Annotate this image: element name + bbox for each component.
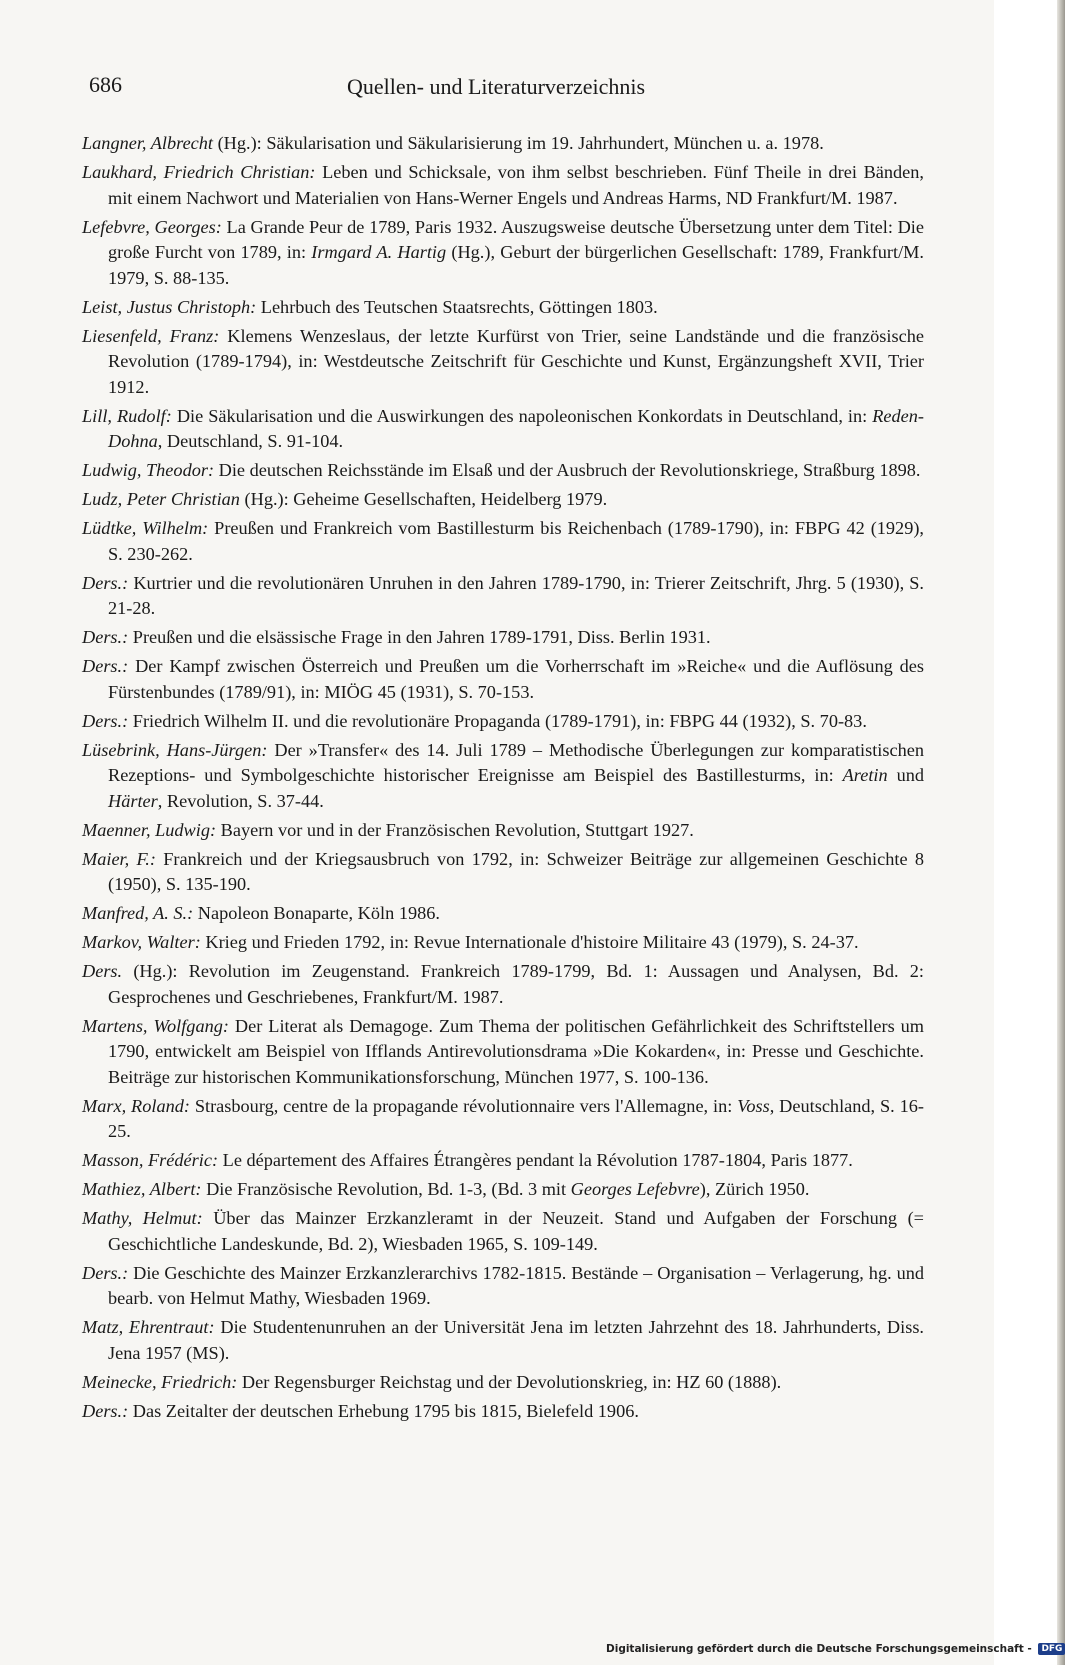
entry-text: Der Literat als Demagoge. Zum Thema der politischen Gefährlichkeit des Schriftstellers um 1790, entwickelt am Beispiel von Ifflands Antirevolutionsdrama »Die Kokarden«, in: Presse und Geschichte. Beiträge zur historischen Kommunikationsforschung, München 1977, S. 100-136. [108,1015,925,1087]
bibliography-entry [82,901,924,927]
entry-text: , Deutschland, S. 91-104. [157,431,344,451]
entry-author-italic: Reden-Dohna [108,405,924,451]
entry-author-italic: Masson, Frédéric: [82,1150,219,1170]
entry-text: Die Geschichte des Mainzer Erzkanzlerarchivs 1782-1815. Bestände – Organisation – Verlagerung, hg. und bearb. von Helmut Mathy, Wiesbaden 1969. [108,1262,924,1308]
dfg-logo: DFG [1038,1643,1065,1655]
entry-author-italic: Maenner, Ludwig: [82,819,217,840]
bibliography-entry [82,1148,924,1174]
entry-author-italic: Lüsebrink, Hans-Jürgen: [82,739,268,760]
bibliography-entry [82,160,924,211]
bibliography-entry [82,847,924,898]
entry-author-italic: Lüdtke, Wilhelm: [82,518,209,538]
entry-author-italic: Meinecke, Friedrich: [82,1371,238,1392]
entry-author-italic: Ders.: [82,627,129,647]
entry-text: Le département des Affaires Étrangères pendant la Révolution 1787-1804, Paris 1877. [218,1150,853,1170]
footer-text: Digitalisierung gefördert durch die Deutsche Forschungsgemeinschaft - [606,1643,1032,1655]
bibliography-entry [82,625,924,651]
bibliography-entry [82,516,924,567]
entry-text: , Revolution, S. 37-44. [157,790,324,811]
bibliography-entry [82,738,924,815]
entry-author-italic: Irmgard A. Hartig [311,242,447,262]
entry-text: Strasbourg, centre de la propagande révolutionnaire vers l'Allemagne, in: [189,1095,738,1116]
bibliography-entry [82,1014,924,1091]
entry-author-italic: Matz, Ehrentraut: [82,1317,215,1337]
entry-text: Preußen und die elsässische Frage in den Jahren 1789-1791, Diss. Berlin 1931. [128,627,711,647]
entry-text: (Hg.): Säkularisation und Säkularisierung im 19. Jahrhundert, München u. a. 1978. [213,133,824,153]
entry-text: La Grande Peur de 1789, Paris 1932. Auszugsweise deutsche Übersetzung unter dem Titel: Die große Furcht von 1789, in: [108,216,924,262]
entry-author-italic: Ders.: [82,1262,129,1283]
entry-text: Der »Transfer« des 14. Juli 1789 – Methodische Überlegungen zur komparatistischen Rezeptions- und Symbolgeschichte historischer Ereignisse am Beispiel des Bastillesturms, in: [108,739,925,785]
entry-text: (Hg.), Geburt der bürgerlichen Gesellschaft: 1789, Frankfurt/M. 1979, S. 88-135. [108,242,924,288]
entry-author-italic: Ders. [82,961,123,981]
entry-text: Bayern vor und in der Französischen Revolution, Stuttgart 1927. [216,819,694,840]
entry-text: Die Säkularisation und die Auswirkungen des napoleonischen Konkordats in Deutschland, in: [171,405,873,426]
running-title: Quellen- und Literaturverzeichnis [347,74,646,99]
entry-author-italic: Laukhard, Friedrich Christian: [82,162,316,182]
entry-author-italic: Aretin [842,765,888,785]
bibliography-entry [82,131,924,157]
bibliography-entry [82,1315,924,1366]
entry-text: Der Kampf zwischen Österreich und Preußen um die Vorherrschaft im »Reiche« und die Auflösung des Fürstenbundes (1789/91), in: MIÖG 45 (1931), S. 70-153. [108,656,924,702]
entry-author-italic: Lefebvre, Georges: [82,216,222,237]
entry-text: Preußen und Frankreich vom Bastillesturm bis Reichenbach (1789-1790), in: FBPG 42 (1929), S. 230-262. [108,518,925,564]
entry-text: Kurtrier und die revolutionären Unruhen in den Jahren 1789-1790, in: Trierer Zeitschrift, Jhrg. 5 (1930), S. 21-28. [108,572,924,618]
entry-text: Frankreich und der Kriegsausbruch von 1792, in: Schweizer Beiträge zur allgemeinen Geschichte 8 (1950), S. 135-190. [108,848,924,894]
entry-author-italic: Martens, Wolfgang: [82,1015,229,1036]
book-spine-edge [1057,0,1065,1665]
entry-text: (Hg.): Geheime Gesellschaften, Heidelberg 1979. [239,489,608,509]
entry-text: Krieg und Frieden 1792, in: Revue Internationale d'histoire Militaire 43 (1979), S. 24-37. [200,932,859,952]
page-number: 686 [89,72,122,97]
bibliography-entry [82,571,924,622]
bibliography-entry [82,324,924,401]
entry-author-italic: Ders.: [82,710,129,731]
bibliography-entry [82,709,924,735]
entry-text: ), Zürich 1950. [699,1179,810,1199]
entry-text: Die Französische Revolution, Bd. 1-3, (Bd. 3 mit [201,1179,571,1199]
entry-author-italic: Ludwig, Theodor: [82,460,215,480]
digitization-footer [606,1643,1065,1655]
bibliography-entry [82,404,924,455]
entry-author-italic: Ders.: [82,656,129,676]
bibliography-entry [82,930,924,956]
entry-author-italic: Härter [108,790,158,811]
entry-text: Friedrich Wilhelm II. und die revolutionäre Propaganda (1789-1791), in: FBPG 44 (1932), S. 70-83. [128,710,867,731]
bibliography-entry [82,458,924,484]
page-header [89,72,934,106]
entry-text: Die Studentenunruhen an der Universität Jena im letzten Jahrzehnt des 18. Jahrhunderts, Diss. Jena 1957 (MS). [108,1317,925,1363]
entry-text: Lehrbuch des Teutschen Staatsrechts, Göttingen 1803. [256,296,658,317]
bibliography-entry [82,1399,924,1425]
entry-author-italic: Ders.: [82,1400,129,1421]
bibliography-entry [82,295,924,321]
bibliography-entry [82,487,924,513]
entry-text: Klemens Wenzeslaus, der letzte Kurfürst von Trier, seine Landstände und die französische Revolution (1789-1794), in: Westdeutsche Zeitschrift für Geschichte und Kunst, Ergänzungsheft XVII, Trier 1912. [108,325,924,397]
entry-author-italic: Leist, Justus Christoph: [82,296,257,317]
entry-author-italic: Ludz, Peter Christian [82,489,240,509]
entry-text: Leben und Schicksale, von ihm selbst beschrieben. Fünf Theile in drei Bänden, mit einem Nachwort und Materialien von Hans-Werner Engels und Andreas Harms, ND Frankfurt/M. 1987. [108,162,924,208]
entry-author-italic: Ders.: [82,572,129,593]
entry-author-italic: Langner, Albrecht [82,133,214,153]
bibliography-entry [82,818,924,844]
entry-author-italic: Georges Lefebvre [570,1179,700,1199]
entry-author-italic: Mathy, Helmut: [82,1208,203,1228]
entry-text: , Deutschland, S. 16-25. [108,1095,924,1141]
entry-author-italic: Maier, F.: [82,848,156,869]
bibliography-entry [82,215,924,292]
bibliography-entry [82,1177,924,1203]
entry-text: Über das Mainzer Erzkanzleramt in der Neuzeit. Stand und Aufgaben der Forschung (= Geschichtliche Landeskunde, Bd. 2), Wiesbaden 1965, S. 109-149. [108,1208,924,1254]
entry-author-italic: Voss [737,1095,770,1116]
bibliography-entry [82,654,924,705]
bibliography-entry [82,959,924,1010]
entry-author-italic: Liesenfeld, Franz: [82,325,220,346]
entry-author-italic: Lill, Rudolf: [82,405,172,426]
entry-text: Der Regensburger Reichstag und der Devolutionskrieg, in: HZ 60 (1888). [237,1371,782,1392]
entry-author-italic: Markov, Walter: [82,932,201,952]
entry-text: und [887,765,924,785]
bibliography-entry [82,1370,924,1396]
bibliography-entry [82,1094,924,1145]
bibliography-list [82,131,924,1428]
entry-text: (Hg.): Revolution im Zeugenstand. Frankreich 1789-1799, Bd. 1: Aussagen und Analysen, Bd. 2: Gesprochenes und Geschriebenes, Frankfurt/M. 1987. [108,961,924,1007]
bibliography-entry [82,1206,924,1257]
entry-text: Die deutschen Reichsstände im Elsaß und der Ausbruch der Revolutionskriege, Straßburg 1898. [214,460,921,480]
entry-author-italic: Marx, Roland: [82,1095,190,1116]
bibliography-entry [82,1261,924,1312]
entry-text: Napoleon Bonaparte, Köln 1986. [193,903,440,923]
entry-author-italic: Mathiez, Albert: [82,1179,202,1199]
entry-text: Das Zeitalter der deutschen Erhebung 1795 bis 1815, Bielefeld 1906. [128,1400,639,1421]
entry-author-italic: Manfred, A. S.: [82,903,194,923]
